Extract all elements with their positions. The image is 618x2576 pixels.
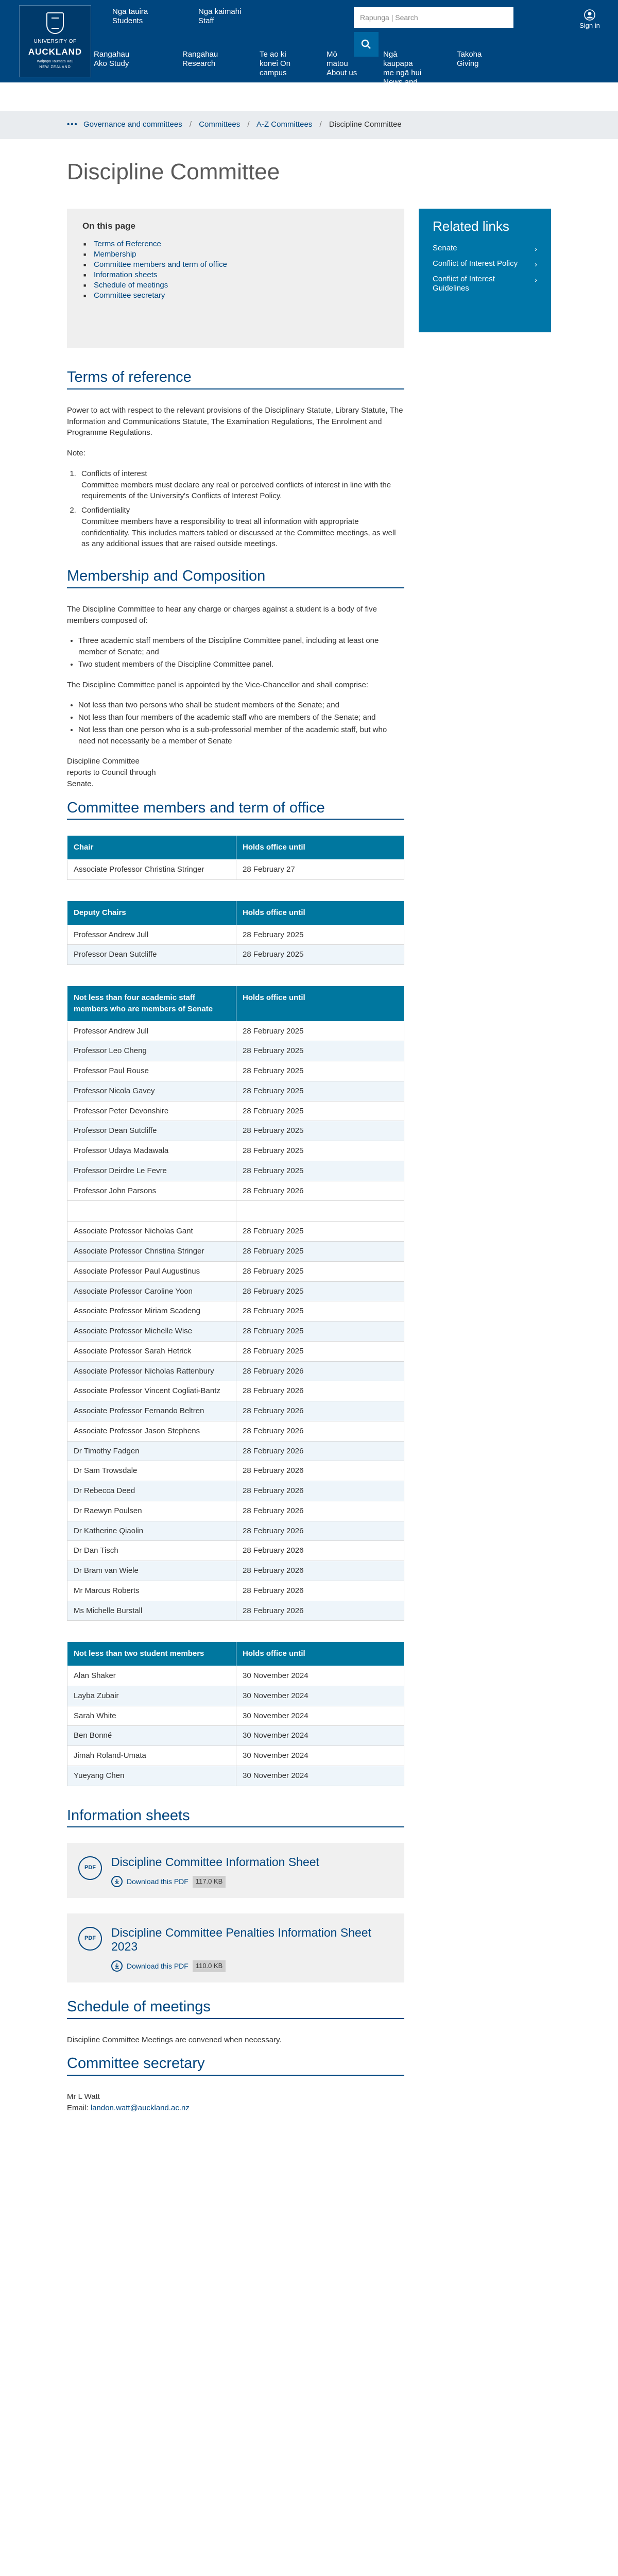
table-header-cell: Chair xyxy=(67,836,236,860)
toc-item xyxy=(82,249,389,260)
table-row xyxy=(67,1321,404,1342)
member-name-cell: Professor Deirdre Le Fevre xyxy=(67,1161,236,1181)
info-sheet-card xyxy=(67,1913,404,1982)
member-name-cell: Associate Professor Caroline Yoon xyxy=(67,1281,236,1301)
secretary-email-label: Email: xyxy=(67,2104,89,2112)
member-name-cell: Professor Paul Rouse xyxy=(67,1061,236,1081)
table-header-cell: Holds office until xyxy=(236,901,404,925)
membership-list-item: • Not less than one person who is a sub-professorial member of the academic staff, but who need not necessarily be a member of Senate xyxy=(78,724,404,747)
terms-list-item xyxy=(78,505,404,550)
file-size-badge: 110.0 KB xyxy=(193,1960,226,1972)
terms-list-item xyxy=(78,468,404,502)
table-row xyxy=(67,1561,404,1581)
nav-giving[interactable]: Takoha Giving xyxy=(457,50,482,68)
table-header-cell: Holds office until xyxy=(236,986,404,1022)
table-row xyxy=(67,1766,404,1786)
toc-item xyxy=(82,280,389,291)
table-row xyxy=(67,1581,404,1601)
table-header-cell: Deputy Chairs xyxy=(67,901,236,925)
term-end-cell: 28 February 2026 xyxy=(236,1401,404,1421)
file-size-badge: 117.0 KB xyxy=(193,1876,226,1888)
breadcrumb-separator: / xyxy=(319,120,322,129)
table-row xyxy=(67,925,404,945)
user-icon xyxy=(584,9,595,21)
related-link-coi-guidelines[interactable]: Conflict of Interest Guidelines xyxy=(433,274,495,293)
membership-list xyxy=(78,700,404,747)
toc-item xyxy=(82,270,389,280)
term-end-cell: 28 February 2025 xyxy=(236,1141,404,1161)
table-row xyxy=(67,1242,404,1262)
table-row xyxy=(67,1686,404,1706)
member-name-cell: Associate Professor Jason Stephens xyxy=(67,1421,236,1441)
table-header xyxy=(67,1642,404,1666)
toc-link[interactable]: Committee secretary xyxy=(94,291,165,300)
related-heading: Related links xyxy=(433,218,509,234)
pdf-icon: PDF xyxy=(78,1927,102,1951)
terms-item-text: Committee members must declare any real or perceived conflicts of interest in line with the requirements of the University's Conflicts of Interest Policy. xyxy=(81,480,391,501)
pdf-icon: PDF xyxy=(78,1856,102,1880)
term-end-cell: 28 February 2026 xyxy=(236,1181,404,1201)
search-icon xyxy=(361,39,371,49)
student-table xyxy=(67,1641,404,1786)
term-end-cell: 28 February 2025 xyxy=(236,1041,404,1061)
logo-line: UNIVERSITY OF xyxy=(33,39,77,45)
membership-list-item: • Not less than two persons who shall be student members of the Senate; and xyxy=(78,700,404,711)
member-name-cell: Associate Professor Sarah Hetrick xyxy=(67,1341,236,1361)
term-end-cell: 28 February 2025 xyxy=(236,1242,404,1262)
term-end-cell: 28 February 2026 xyxy=(236,1561,404,1581)
table-row xyxy=(67,1666,404,1686)
table-header-cell: Not less than four academic staff members who are members of Senate xyxy=(67,986,236,1022)
related-item[interactable] xyxy=(433,244,537,253)
term-end-cell: 28 February 27 xyxy=(236,860,404,880)
table-row xyxy=(67,945,404,965)
member-name-cell: Dr Sam Trowsdale xyxy=(67,1461,236,1481)
member-name-cell: Professor Andrew Jull xyxy=(67,1021,236,1041)
table-spacer-row xyxy=(67,1201,404,1222)
term-end-cell: 28 February 2025 xyxy=(236,925,404,945)
table-row xyxy=(67,1222,404,1242)
term-end-cell: 28 February 2026 xyxy=(236,1361,404,1381)
table-row xyxy=(67,1161,404,1181)
table-header-cell: Holds office until xyxy=(236,836,404,860)
member-name-cell: Ben Bonné xyxy=(67,1726,236,1746)
membership-text: The Discipline Committee to hear any charge or charges against a student is a body of five members composed of: xyxy=(67,604,377,625)
term-end-cell: 28 February 2026 xyxy=(236,1521,404,1541)
table-row xyxy=(67,1381,404,1401)
term-end-cell: 30 November 2024 xyxy=(236,1666,404,1686)
table-row xyxy=(67,1141,404,1161)
breadcrumb-separator: / xyxy=(189,120,192,129)
membership-text: The Discipline Committee panel is appointed by the Vice-Chancellor and shall comprise: xyxy=(67,680,369,689)
member-name-cell: Dr Bram van Wiele xyxy=(67,1561,236,1581)
term-end-cell: 28 February 2025 xyxy=(236,1161,404,1181)
signin-label: Sign in xyxy=(579,22,600,29)
breadcrumb-item[interactable]: A-Z Committees xyxy=(256,120,313,129)
toc-item xyxy=(82,260,389,270)
table-row xyxy=(67,860,404,880)
member-name-cell: Associate Professor Paul Augustinus xyxy=(67,1261,236,1281)
toc-item xyxy=(82,239,389,249)
member-name-cell: Dr Raewyn Poulsen xyxy=(67,1501,236,1521)
table-row xyxy=(67,1401,404,1421)
breadcrumb-more[interactable]: ••• xyxy=(67,120,78,129)
term-end-cell: 28 February 2025 xyxy=(236,1222,404,1242)
logo-name: AUCKLAND xyxy=(28,46,82,57)
member-name-cell: Associate Professor Michelle Wise xyxy=(67,1321,236,1342)
term-end-cell: 28 February 2025 xyxy=(236,1321,404,1342)
signin-button[interactable] xyxy=(577,9,603,29)
nav-on-campus[interactable]: Te ao ki konei On campus xyxy=(260,50,291,77)
term-end-cell: 28 February 2026 xyxy=(236,1601,404,1621)
term-end-cell: 28 February 2025 xyxy=(236,1101,404,1121)
on-this-page xyxy=(67,209,404,348)
related-item[interactable] xyxy=(433,275,537,293)
download-label[interactable]: Download this PDF xyxy=(127,1962,188,1971)
toc-item xyxy=(82,291,389,301)
related-links xyxy=(419,209,551,332)
download-label[interactable]: Download this PDF xyxy=(127,1877,188,1886)
member-name-cell: Professor John Parsons xyxy=(67,1181,236,1201)
breadcrumb-separator: / xyxy=(247,120,250,129)
member-name-cell: Professor Andrew Jull xyxy=(67,925,236,945)
term-end-cell: 28 February 2025 xyxy=(236,1261,404,1281)
member-name-cell: Associate Professor Fernando Beltren xyxy=(67,1401,236,1421)
toc-link[interactable]: Schedule of meetings xyxy=(94,280,168,290)
terms-item-text: Committee members have a responsibility to treat all information with appropriate confidentiality. This includes matters tabled or discussed at the Committee meetings, as well as any additional issues that are raised outside meetings. xyxy=(81,517,396,549)
chevron-right-icon: › xyxy=(535,260,537,269)
chair-table xyxy=(67,835,404,880)
membership-list-item: • Three academic staff members of the Discipline Committee panel, including at least one member of Senate; and xyxy=(78,635,404,658)
crest-icon xyxy=(46,12,64,34)
logo-country: NEW ZEALAND xyxy=(39,65,71,69)
toc-link[interactable]: Terms of Reference xyxy=(94,239,161,248)
table-row xyxy=(67,1081,404,1101)
member-name-cell: Professor Leo Cheng xyxy=(67,1041,236,1061)
page-title: Discipline Committee xyxy=(67,159,280,184)
download-link[interactable] xyxy=(111,1960,393,1972)
table-row xyxy=(67,1181,404,1201)
member-name-cell: Alan Shaker xyxy=(67,1666,236,1686)
secretary-heading: Committee secretary xyxy=(67,2055,404,2076)
member-name-cell: Professor Dean Sutcliffe xyxy=(67,945,236,965)
membership-reports: Discipline Committee reports to Council through Senate. xyxy=(67,757,156,788)
nav-news-events[interactable]: Ngā kaupapa me ngā hui News and events xyxy=(383,50,422,96)
table-header xyxy=(67,901,404,925)
term-end-cell: 28 February 2026 xyxy=(236,1381,404,1401)
nav-study[interactable]: Rangahau Ako Study xyxy=(94,50,130,68)
members-heading: Committee members and term of office xyxy=(67,799,404,820)
table-row xyxy=(67,1601,404,1621)
table-row xyxy=(67,1021,404,1041)
info-sheet-title[interactable]: Discipline Committee Penalties Information Sheet 2023 xyxy=(111,1925,371,1954)
member-name-cell: Dr Rebecca Deed xyxy=(67,1481,236,1501)
terms-text: Power to act with respect to the relevant provisions of the Disciplinary Statute, Library Statute, The Information and Communications Statute, The Examination Regulations, The Enrolment and Programme Regulations. xyxy=(67,405,403,437)
related-item[interactable] xyxy=(433,259,537,268)
term-end-cell: 28 February 2026 xyxy=(236,1501,404,1521)
main-content xyxy=(67,368,404,2114)
term-end-cell: 28 February 2025 xyxy=(236,1061,404,1081)
on-this-page-heading: On this page xyxy=(82,221,135,231)
toc-link[interactable]: Membership xyxy=(94,249,136,259)
table-row xyxy=(67,1541,404,1561)
term-end-cell: 28 February 2025 xyxy=(236,1281,404,1301)
term-end-cell: 28 February 2026 xyxy=(236,1581,404,1601)
member-name-cell: Layba Zubair xyxy=(67,1686,236,1706)
search-input[interactable] xyxy=(354,7,513,28)
member-name-cell: Professor Udaya Madawala xyxy=(67,1141,236,1161)
table-row xyxy=(67,1461,404,1481)
member-name-cell: Dr Katherine Qiaolin xyxy=(67,1521,236,1541)
term-end-cell: 28 February 2026 xyxy=(236,1481,404,1501)
term-end-cell: 28 February 2026 xyxy=(236,1421,404,1441)
terms-list xyxy=(78,468,404,550)
table-row xyxy=(67,1281,404,1301)
related-link-senate[interactable]: Senate xyxy=(433,243,457,252)
download-icon xyxy=(111,1960,123,1972)
term-end-cell: 30 November 2024 xyxy=(236,1686,404,1706)
member-name-cell: Yueyang Chen xyxy=(67,1766,236,1786)
membership-heading: Membership and Composition xyxy=(67,567,404,588)
download-link[interactable] xyxy=(111,1876,393,1888)
member-name-cell: Associate Professor Christina Stringer xyxy=(67,860,236,880)
member-name-cell: Professor Peter Devonshire xyxy=(67,1101,236,1121)
table-row xyxy=(67,1041,404,1061)
term-end-cell: 28 February 2025 xyxy=(236,1301,404,1321)
logo-maori: Waipapa Taumata Rau xyxy=(37,60,74,64)
table-header xyxy=(67,836,404,860)
member-name-cell: Dr Timothy Fadgen xyxy=(67,1441,236,1461)
membership-list-item: • Not less than four members of the academic staff who are members of the Senate; and xyxy=(78,712,404,723)
member-name-cell: Dr Dan Tisch xyxy=(67,1541,236,1561)
academic-table xyxy=(67,986,404,1621)
related-link-coi-policy[interactable]: Conflict of Interest Policy xyxy=(433,259,518,268)
term-end-cell: 30 November 2024 xyxy=(236,1706,404,1726)
table-header-cell: Not less than two student members xyxy=(67,1642,236,1666)
member-name-cell: Sarah White xyxy=(67,1706,236,1726)
table-row xyxy=(67,1481,404,1501)
terms-item-title: 2. Confidentiality xyxy=(81,506,130,515)
university-logo[interactable] xyxy=(19,5,91,77)
membership-list xyxy=(78,635,404,670)
chevron-right-icon: › xyxy=(535,244,537,253)
table-header-cell: Holds office until xyxy=(236,1642,404,1666)
terms-note: Note: xyxy=(67,449,85,458)
info-sheet-card xyxy=(67,1843,404,1897)
table-row xyxy=(67,1746,404,1766)
secretary-name: Mr L Watt xyxy=(67,2092,100,2102)
table-row xyxy=(67,1341,404,1361)
table-row xyxy=(67,1421,404,1441)
member-name-cell: Professor Nicola Gavey xyxy=(67,1081,236,1101)
secretary-email-link[interactable]: landon.watt@auckland.ac.nz xyxy=(90,2104,190,2112)
table-row xyxy=(67,1521,404,1541)
terms-heading: Terms of reference xyxy=(67,368,404,389)
member-name-cell: Associate Professor Miriam Scadeng xyxy=(67,1301,236,1321)
toc-link[interactable]: Committee members and term of office xyxy=(94,260,227,269)
table-row xyxy=(67,1726,404,1746)
term-end-cell: 28 February 2026 xyxy=(236,1441,404,1461)
info-sheet-title[interactable]: Discipline Committee Information Sheet xyxy=(111,1855,319,1869)
students-link[interactable]: Ngā tauira Students xyxy=(112,7,148,25)
schedule-heading: Schedule of meetings xyxy=(67,1998,404,2019)
schedule-text: Discipline Committee Meetings are convened when necessary. xyxy=(67,2035,282,2044)
term-end-cell: 30 November 2024 xyxy=(236,1746,404,1766)
member-name-cell: Mr Marcus Roberts xyxy=(67,1581,236,1601)
deputy-table xyxy=(67,901,404,965)
sheets-heading: Information sheets xyxy=(67,1807,404,1828)
nav-about-us[interactable]: Mō mātou About us xyxy=(327,50,357,77)
breadcrumb-item[interactable]: Governance and committees xyxy=(83,120,182,129)
table-row xyxy=(67,1501,404,1521)
membership-list-item: • Two student members of the Discipline Committee panel. xyxy=(78,659,404,670)
secretary-email-line xyxy=(67,2103,404,2114)
member-name-cell: Professor Dean Sutcliffe xyxy=(67,1121,236,1141)
member-name-cell: Associate Professor Vincent Cogliati-Bantz xyxy=(67,1381,236,1401)
member-name-cell: Jimah Roland-Umata xyxy=(67,1746,236,1766)
table-row xyxy=(67,1706,404,1726)
terms-item-title: 1. Conflicts of interest xyxy=(81,469,147,478)
term-end-cell: 30 November 2024 xyxy=(236,1726,404,1746)
table-header xyxy=(67,986,404,1022)
search-button[interactable] xyxy=(354,32,379,57)
toc-link[interactable]: Information sheets xyxy=(94,270,158,279)
term-end-cell: 28 February 2026 xyxy=(236,1541,404,1561)
member-name-cell: Associate Professor Christina Stringer xyxy=(67,1242,236,1262)
term-end-cell: 28 February 2025 xyxy=(236,1121,404,1141)
chevron-right-icon: › xyxy=(535,275,537,284)
table-row xyxy=(67,1061,404,1081)
member-name-cell: Associate Professor Nicholas Gant xyxy=(67,1222,236,1242)
table-row xyxy=(67,1261,404,1281)
nav-research[interactable]: Rangahau Research xyxy=(182,50,218,68)
table-row xyxy=(67,1441,404,1461)
staff-link[interactable]: Ngā kaimahi Staff xyxy=(198,7,242,25)
table-row xyxy=(67,1361,404,1381)
download-icon xyxy=(111,1876,123,1887)
term-end-cell: 30 November 2024 xyxy=(236,1766,404,1786)
table-row xyxy=(67,1101,404,1121)
member-name-cell: Associate Professor Nicholas Rattenbury xyxy=(67,1361,236,1381)
member-name-cell: Ms Michelle Burstall xyxy=(67,1601,236,1621)
breadcrumb-current: Discipline Committee xyxy=(329,120,402,129)
term-end-cell: 28 February 2025 xyxy=(236,1081,404,1101)
table-row xyxy=(67,1121,404,1141)
term-end-cell: 28 February 2025 xyxy=(236,1341,404,1361)
breadcrumb xyxy=(0,111,618,139)
breadcrumb-item[interactable]: Committees xyxy=(199,120,241,129)
table-row xyxy=(67,1301,404,1321)
term-end-cell: 28 February 2025 xyxy=(236,1021,404,1041)
term-end-cell: 28 February 2025 xyxy=(236,945,404,965)
term-end-cell: 28 February 2026 xyxy=(236,1461,404,1481)
site-header xyxy=(0,0,618,96)
